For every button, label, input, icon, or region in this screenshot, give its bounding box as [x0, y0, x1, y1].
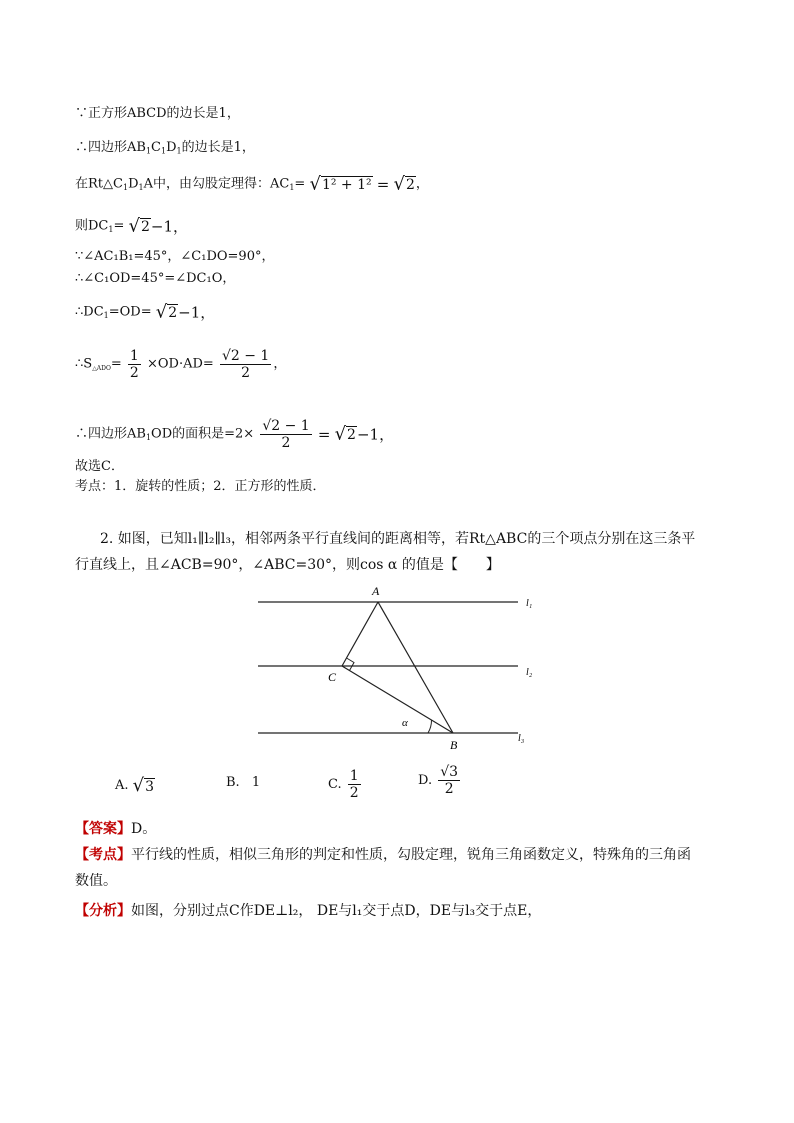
text: = — [110, 356, 122, 372]
numerator: 1 — [349, 768, 359, 784]
label-l2: l₂ — [526, 667, 533, 678]
text: 则DC — [75, 218, 109, 234]
text: 在Rt△C — [75, 176, 123, 192]
text: 考点：1．旋转的性质；2．正方形的性质． — [75, 479, 326, 494]
denominator: 2 — [260, 434, 311, 451]
segment-CB — [342, 666, 453, 733]
text: C — [151, 140, 161, 155]
text: D — [128, 176, 139, 192]
sqrt-expression: √2 — [128, 215, 150, 237]
option-label: B. — [226, 775, 240, 790]
text: OD的面积是=2× — [151, 426, 255, 442]
fraction — [220, 348, 271, 381]
subscript: 1 — [103, 310, 109, 320]
radicand: 2 — [347, 426, 356, 443]
denominator: 2 — [438, 780, 460, 797]
fraction — [260, 418, 311, 451]
solution-line-5 — [75, 248, 274, 267]
radicand: 1² + 1² — [321, 176, 372, 193]
subscript: 1 — [145, 433, 152, 442]
text: = — [317, 425, 331, 444]
radicand: 3 — [145, 779, 155, 795]
solution-line-1 — [75, 105, 240, 124]
text: ∴四边形AB — [75, 426, 146, 442]
subscript: 1 — [122, 182, 129, 192]
point-text-cont: 数值。 — [75, 873, 117, 889]
fraction — [348, 768, 361, 801]
subscript: 1 — [176, 146, 182, 156]
denominator: 2 — [220, 364, 271, 381]
point-text: 平行线的性质，相似三角形的判定和性质，勾股定理，锐角三角函数定义，特殊角的三角函 — [131, 847, 691, 863]
solution-line-9 — [75, 418, 394, 451]
answer-text: D。 — [131, 821, 157, 837]
solution-text: ∵正方形ABCD的边长是1， — [75, 106, 240, 121]
answer-line — [75, 816, 725, 842]
sqrt-expression: √3 — [132, 775, 155, 796]
solution-line-10 — [75, 458, 124, 477]
geometry-figure — [250, 580, 550, 755]
option-label: C. — [328, 777, 342, 792]
text: −1， — [178, 303, 216, 322]
text: = — [376, 175, 390, 194]
text: A中，由勾股定理得：AC — [143, 176, 290, 192]
subscript: 1 — [289, 182, 295, 192]
segment-AB — [378, 602, 453, 733]
point-tag: 【考点】 — [75, 847, 131, 863]
text: ∴∠C₁OD=45°=∠DC₁O， — [75, 271, 236, 286]
fraction — [128, 348, 141, 381]
solution-line-4 — [75, 217, 188, 239]
answer-block — [75, 816, 725, 924]
solution-line-7 — [75, 303, 215, 325]
segment-AC — [342, 602, 378, 666]
option-value: 1 — [251, 775, 261, 790]
solution-line-6 — [75, 270, 235, 289]
solution-line-2 — [75, 139, 255, 161]
option-d — [418, 764, 462, 797]
question-text — [75, 526, 725, 578]
text: = — [294, 176, 306, 192]
text: ， — [415, 176, 429, 192]
point-line — [75, 842, 725, 868]
label-alpha: α — [402, 717, 408, 729]
sqrt-expression: √2 — [334, 423, 356, 445]
subscript: △ADO — [92, 365, 111, 372]
fraction — [438, 764, 460, 797]
denominator: 2 — [349, 785, 359, 801]
analysis-tag: 【分析】 — [75, 903, 131, 919]
text: ∴四边形AB — [75, 140, 146, 155]
solution-line-8 — [75, 348, 286, 381]
label-l1: l₁ — [526, 598, 533, 609]
denominator: 2 — [129, 365, 139, 381]
analysis-text: 如图，分别过点C作DE⊥l₂， DE与l₁交于点D，DE与l₃交于点E， — [131, 903, 542, 919]
text: D — [166, 140, 177, 155]
analysis-line — [75, 898, 725, 924]
option-label: D. — [418, 773, 433, 788]
subscript: 1 — [108, 224, 114, 234]
text: ， — [273, 356, 287, 372]
sqrt-expression: √2 — [393, 173, 415, 195]
radicand: 2 — [141, 218, 150, 235]
angle-alpha-arc — [428, 720, 432, 733]
numerator: √2 − 1 — [262, 418, 310, 434]
text: −1， — [150, 217, 189, 236]
sqrt-expression: √2 — [155, 301, 178, 323]
numerator: √3 — [440, 764, 459, 780]
label-C: C — [328, 670, 337, 684]
text: ∵∠AC₁B₁=45°，∠C₁DO=90°， — [75, 249, 275, 264]
subscript: 1 — [138, 182, 144, 192]
text: 故选C． — [75, 459, 124, 474]
label-l3: l₃ — [518, 733, 525, 744]
radicand: 2 — [405, 176, 415, 193]
solution-line-3 — [75, 175, 429, 197]
subscript: 1 — [145, 146, 152, 156]
label-B: B — [450, 738, 458, 752]
text: 的边长是1， — [181, 140, 255, 155]
numerator: √2 − 1 — [221, 348, 270, 364]
numerator: 1 — [129, 348, 139, 364]
label-A: A — [372, 584, 380, 598]
question-line-1: 2. 如图，已知l₁∥l₂∥l₃，相邻两条平行直线间的距离相等，若Rt△ABC的三个项点分别在这三条平 — [100, 531, 696, 547]
text: −1， — [356, 425, 395, 444]
text: ∴S — [75, 356, 93, 372]
sqrt-expression: √1² + 1² — [309, 173, 372, 195]
text: ×OD·AD= — [146, 356, 214, 372]
option-b — [226, 775, 260, 790]
radicand: 2 — [168, 304, 178, 321]
solution-line-11 — [75, 478, 326, 497]
option-a — [115, 775, 155, 796]
text: = — [113, 218, 125, 234]
text: =OD= — [108, 304, 152, 320]
answer-tag: 【答案】 — [75, 821, 131, 837]
right-angle-mark — [347, 658, 355, 671]
text: ∴DC — [75, 304, 104, 320]
option-c — [328, 768, 363, 801]
question-line-2: 行直线上，且∠ACB=90°，∠ABC=30°，则cos α 的值是【 】 — [75, 557, 500, 573]
option-label: A. — [115, 778, 129, 793]
subscript: 1 — [161, 146, 167, 156]
